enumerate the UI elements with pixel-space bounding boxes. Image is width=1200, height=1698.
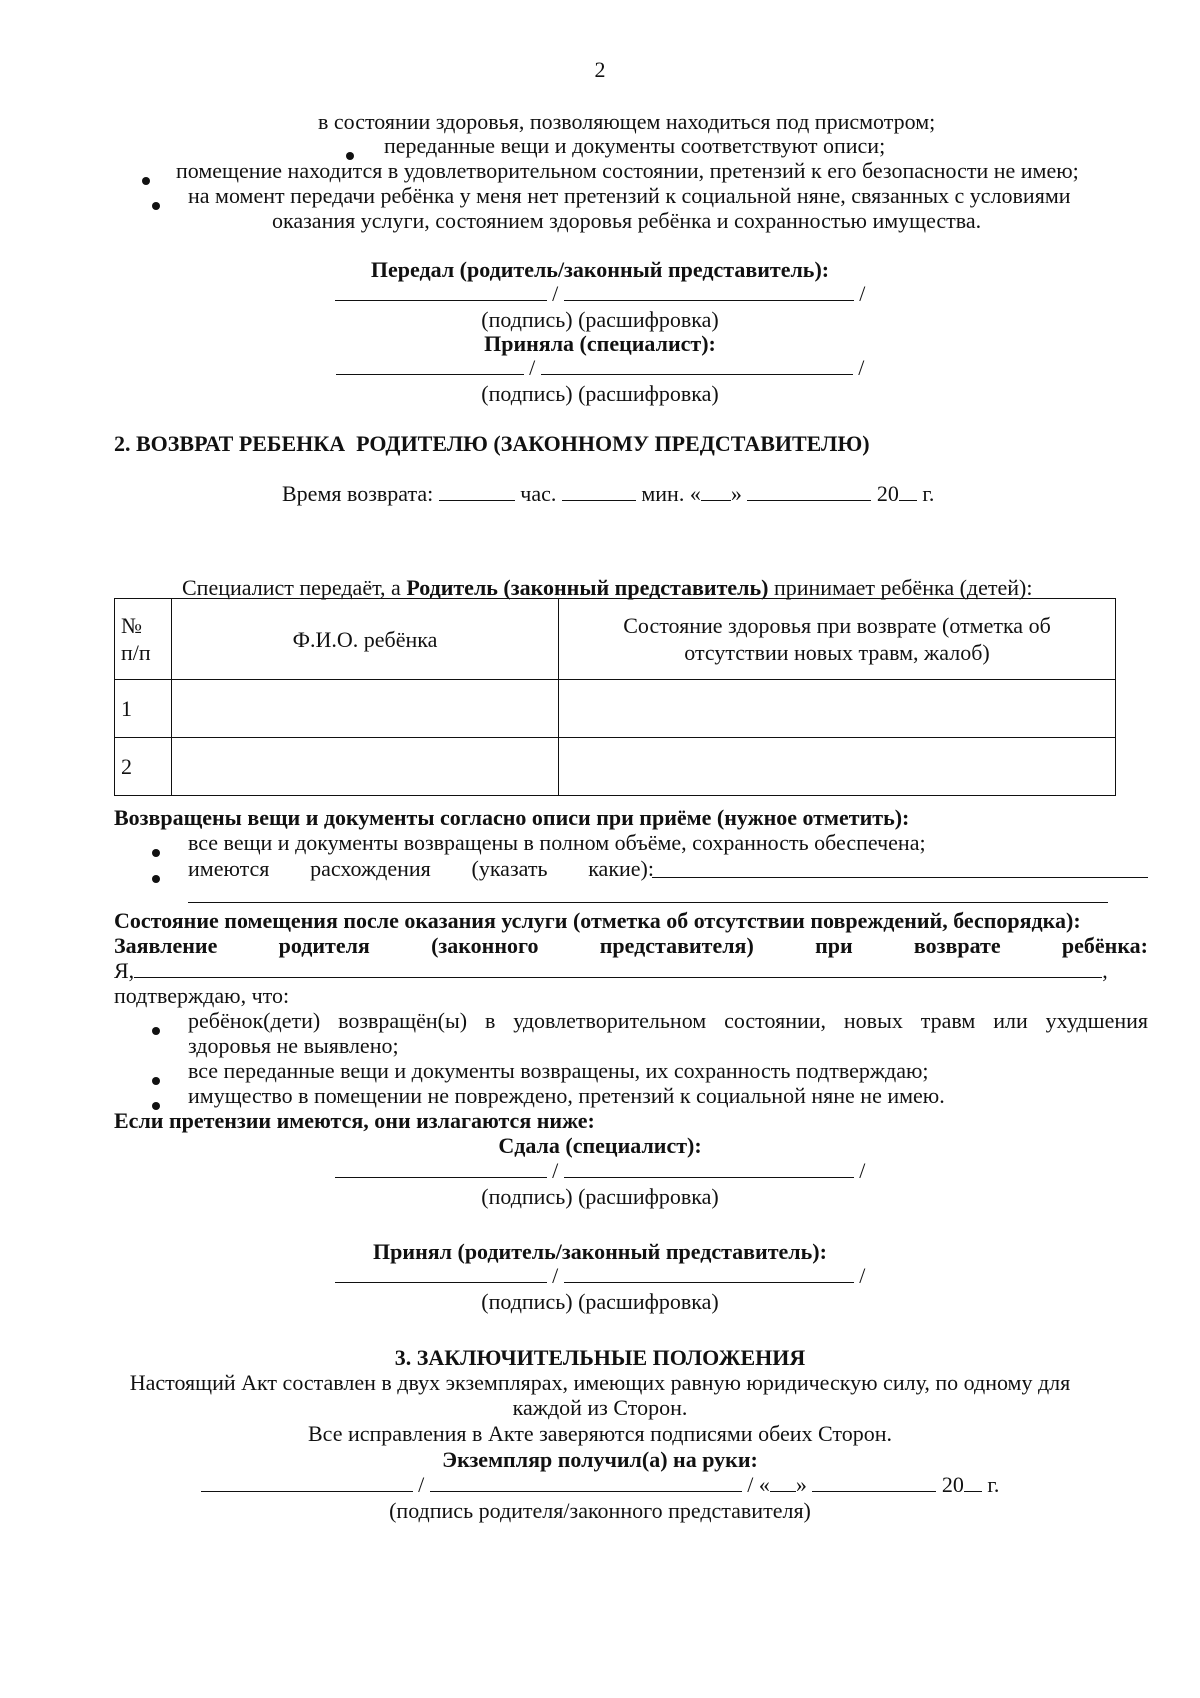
signature-caption: (подпись) (расшифровка) (481, 1289, 719, 1314)
year-blank[interactable] (964, 1471, 982, 1492)
word: ребёнка: (1061, 933, 1148, 958)
slash: / (552, 1158, 559, 1183)
word: возврате (913, 933, 1001, 958)
name-blank[interactable] (541, 354, 853, 375)
state-cell[interactable] (559, 738, 1116, 796)
signature-blank[interactable] (336, 354, 524, 375)
claims-heading: Если претензии имеются, они излагаются ниже: (114, 1108, 595, 1133)
row-number: 2 (115, 738, 172, 796)
slash: / (858, 355, 865, 380)
slash: / (747, 1472, 754, 1497)
discrepancy-blank-2[interactable] (188, 882, 1108, 909)
signature-blank[interactable] (335, 1262, 547, 1283)
year-suffix: г. (922, 481, 935, 506)
word: расхождения (310, 856, 431, 881)
confirm-bullet-cont: здоровья не выявлено; (188, 1033, 399, 1058)
signature-blank[interactable] (335, 1157, 547, 1178)
fio-cell[interactable] (172, 680, 559, 738)
signature-line[interactable] (0, 354, 1200, 381)
premises-heading: Состояние помещения после оказания услуги (отметка об отсутствии повреждений, беспорядка): (114, 908, 1081, 933)
col-state-line2: отсутствии новых травм, жалоб) (684, 640, 990, 665)
month-blank[interactable] (747, 480, 871, 501)
slash: / (529, 355, 536, 380)
return-time-line[interactable] (282, 480, 934, 507)
copy-received-title: Экземпляр получил(а) на руки: (442, 1447, 758, 1472)
transfer-sentence (182, 574, 1032, 601)
statement-heading (114, 932, 1148, 959)
returned-items-heading: Возвращены вещи и документы согласно описи при приёме (нужное отметить): (114, 805, 910, 830)
copy-received-line[interactable] (0, 1471, 1200, 1498)
table-row (115, 680, 1116, 738)
hours-blank[interactable] (439, 480, 515, 501)
name-line[interactable] (114, 957, 1108, 984)
signature-caption: (подпись) (расшифровка) (481, 307, 719, 332)
signature-caption: (подпись) (расшифровка) (481, 381, 719, 406)
confirm-label: подтверждаю, что: (114, 983, 290, 1008)
name-blank[interactable] (430, 1471, 742, 1492)
quote-open: « (689, 481, 701, 506)
word: родителя (278, 933, 370, 958)
bullet-dot (152, 862, 160, 889)
intro-bullet: на момент передачи ребёнка у меня нет претензий к социальной няне, связанных с условиями (188, 183, 1071, 208)
slash: / (859, 1263, 866, 1288)
table-row (115, 738, 1116, 796)
minutes-label: мин. (641, 481, 685, 506)
name-blank[interactable] (564, 1262, 854, 1283)
year-prefix: 20 (876, 481, 899, 506)
discrepancy-blank[interactable] (652, 857, 1148, 884)
quote-open: « (758, 1472, 770, 1497)
fio-cell[interactable] (172, 738, 559, 796)
quote-close: » (730, 481, 742, 506)
parent-name-blank[interactable] (134, 957, 1102, 978)
minutes-blank[interactable] (562, 480, 636, 501)
signature-blank[interactable] (201, 1471, 413, 1492)
bullet-dot (152, 836, 160, 863)
slash: / (552, 1263, 559, 1288)
transfer-pre: Специалист передаёт, а (182, 575, 401, 600)
intro-bullet: переданные вещи и документы соответствуют описи; (384, 133, 886, 158)
signature-line[interactable] (0, 1262, 1200, 1289)
col-state-line1: Состояние здоровья при возврате (отметка об (623, 613, 1051, 638)
intro-bullet: помещение находится в удовлетворительном состоянии, претензий к его безопасности не имею; (176, 158, 1079, 183)
word: имеются (188, 856, 270, 881)
word: представителя) (599, 933, 754, 958)
confirm-bullet (188, 1007, 1148, 1034)
slash: / (859, 1158, 866, 1183)
year-suffix: г. (987, 1472, 1000, 1497)
i-label: Я, (114, 958, 135, 983)
word: в (484, 1008, 496, 1033)
word: (законного (431, 933, 539, 958)
parent-signature-title: Передал (родитель/законный представитель): (370, 257, 830, 282)
slash: / (418, 1472, 425, 1497)
day-blank[interactable] (701, 480, 731, 501)
transfer-post: принимает ребёнка (детей): (773, 575, 1033, 600)
word: ухудшения (1045, 1008, 1148, 1033)
day-blank[interactable] (770, 1471, 796, 1492)
parent-signature-title: Принял (родитель/законный представитель): (373, 1239, 827, 1264)
bullet-dot (152, 189, 160, 216)
word: новых (843, 1008, 903, 1033)
intro-bullet-cont: оказания услуги, состоянием здоровья ребёнка и сохранностью имущества. (272, 208, 982, 233)
intro-line: в состоянии здоровья, позволяющем находиться под присмотром; (318, 109, 936, 134)
final-paragraph: Настоящий Акт составлен в двух экземплярах, имеющих равную юридическую силу, по одному для (129, 1370, 1071, 1395)
word: возвращён(ы) (338, 1008, 468, 1033)
name-blank[interactable] (564, 280, 854, 301)
name-blank[interactable] (564, 1157, 854, 1178)
word: ребёнок(дети) (188, 1008, 321, 1033)
word: какие): (588, 856, 654, 881)
table-header-row (115, 599, 1116, 680)
month-blank[interactable] (812, 1471, 936, 1492)
signature-caption: (подпись) (расшифровка) (481, 1184, 719, 1209)
col-number-line1: № (121, 613, 142, 638)
parent-signature-caption: (подпись родителя/законного представителя) (389, 1498, 811, 1523)
bullet-dot (152, 1014, 160, 1041)
section-3-heading: 3. ЗАКЛЮЧИТЕЛЬНЫЕ ПОЛОЖЕНИЯ (394, 1345, 806, 1370)
quote-close: » (795, 1472, 807, 1497)
hours-label: час. (520, 481, 557, 506)
children-table (114, 598, 1116, 796)
signature-line[interactable] (0, 280, 1200, 307)
transfer-bold: Родитель (законный представитель) (406, 575, 769, 600)
comma: , (1102, 958, 1108, 983)
signature-blank[interactable] (335, 280, 547, 301)
return-time-label: Время возврата: (282, 481, 434, 506)
bullet-dot (152, 1064, 160, 1091)
word: (указать (471, 856, 548, 881)
row-number: 1 (115, 680, 172, 738)
col-number-header (115, 599, 172, 680)
final-paragraph-cont: каждой из Сторон. (512, 1395, 688, 1420)
specialist-signature-title: Сдала (специалист): (498, 1133, 702, 1158)
returned-bullet: все вещи и документы возвращены в полном объёме, сохранность обеспечена; (188, 830, 926, 855)
word: состоянии, (724, 1008, 827, 1033)
section-2-heading: 2. ВОЗВРАТ РЕБЕНКА РОДИТЕЛЮ (ЗАКОННОМУ ПРЕДСТАВИТЕЛЮ) (114, 431, 870, 456)
bullet-dot (142, 164, 150, 191)
col-fio-header: Ф.И.О. ребёнка (172, 599, 559, 680)
confirm-bullet: имущество в помещении не повреждено, претензий к социальной няне не имею. (188, 1083, 945, 1108)
page-number: 2 (594, 57, 606, 82)
word: при (815, 933, 853, 958)
corrections-paragraph: Все исправления в Акте заверяются подписями обеих Сторон. (308, 1421, 892, 1446)
word: Заявление (114, 933, 218, 958)
year-blank[interactable] (899, 480, 917, 501)
word: удовлетворительном (513, 1008, 707, 1033)
discrepancy-text (188, 855, 654, 882)
slash: / (552, 281, 559, 306)
slash: / (859, 281, 866, 306)
col-state-header (559, 599, 1116, 680)
year-prefix: 20 (941, 1472, 964, 1497)
col-number-line2: п/п (121, 640, 151, 665)
word: или (993, 1008, 1028, 1033)
state-cell[interactable] (559, 680, 1116, 738)
signature-line[interactable] (0, 1157, 1200, 1184)
confirm-bullet: все переданные вещи и документы возвращены, их сохранность подтверждаю; (188, 1058, 929, 1083)
word: травм (920, 1008, 976, 1033)
specialist-signature-title: Приняла (специалист): (484, 331, 716, 356)
